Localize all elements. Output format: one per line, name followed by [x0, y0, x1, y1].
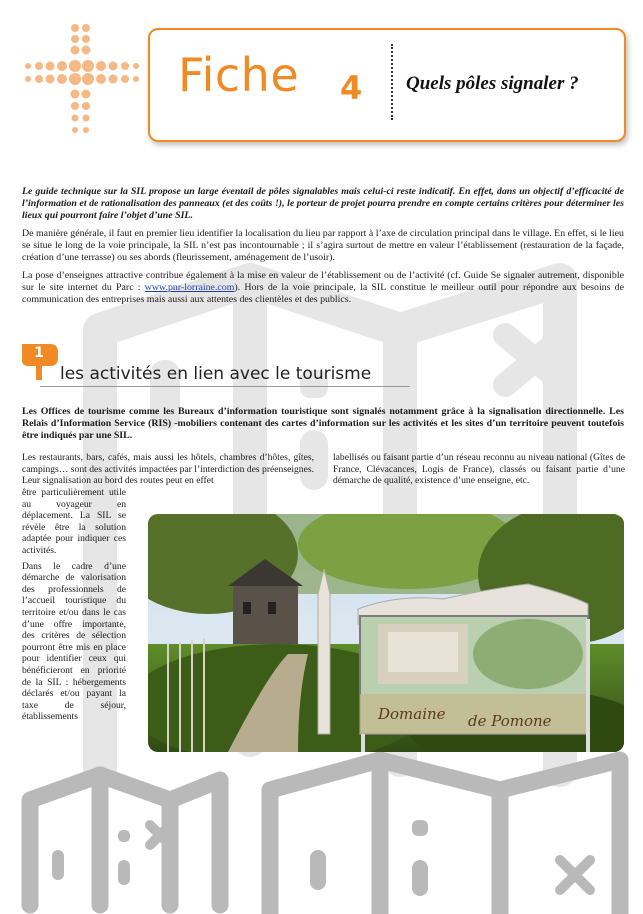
left-column-intro: Les restaurants, bars, cafés, mais aussi les hôtels, chambres d’hôtes, gîtes, campings… sont des activités impactées par l’interdiction des préenseignes. Leur signalisation au bord des routes peut en effet: [22, 452, 314, 487]
section-title: les activités en lien avec le tourisme: [60, 364, 372, 384]
sign-text-domaine: Domaine: [378, 705, 446, 723]
section-lead: Les Offices de tourisme comme les Bureaux d’information touristique sont signalés notamment grâce à la signalisation directionnelle. Les Relais d’Information Service (RIS) -mobiliers contenant des cartes d’information sur les activités et les sites d’un territoire peuvent toutefois être indiqués par une SIL.: [22, 406, 624, 441]
fiche-title: Fiche: [178, 48, 300, 102]
intro-paragraph-2: De manière générale, il faut en premier lieu identifier la localisation du lieu par rapport à l’axe de circulation principal dans le village. En effet, si le lieu se situe le long de la voie principale, la SIL n’est pas incontournable ; il s’agira surtout de mettre en valeur l’établissement (restauration de la façade, création d’une terrasse) ou ses abords (fleurissement, aménagement de l’usoir).: [22, 228, 624, 263]
section-underline: [40, 386, 410, 387]
domaine-sign-photo: [148, 514, 624, 752]
sign-text-pomone: de Pomone: [468, 712, 552, 730]
fiche-number: 4: [340, 69, 363, 107]
parc-website-link[interactable]: www.pnr-lorraine.com: [144, 282, 235, 293]
intro-text: [22, 186, 624, 312]
header-divider: [391, 44, 393, 120]
left-narrow-column: [22, 487, 126, 727]
section-number: 1: [34, 345, 44, 361]
left-narrow-paragraph-2: Dans le cadre d’une démarche de valorisation des professionnels de l’accueil touristique du territoire et/ou dans le cas d’une offre importante, des critères de sélection pourront être mis en place pour identifier ceux qui bénéficieront en priorité de la SIL : hébergements déclarés et/ou payant la taxe de séjour, établissements: [22, 560, 126, 723]
intro-paragraph-3: La pose d’enseignes attractive contribue également à la mise en valeur de l’établissement ou de l’activité (cf. Guide Se signaler autrement, disponible sur le site internet du Parc : www.pnr-lorraine.com). Hors de la voie principale, la SIL constitue le meilleur outil pour répondre aux besoins de communication des entreprises mais aussi aux attentes des clientèles et des publics.: [22, 270, 625, 305]
left-narrow-paragraph-1: être particulièrement utile au voyageur en déplacement. La SIL se révèle être la solution adaptée pour indiquer ces activités.: [22, 487, 126, 556]
intro-lead: Le guide technique sur la SIL propose un large éventail de pôles signalables mais celui-ci reste indicatif. En effet, dans un objectif d’efficacité de l’information et de rationalisation des panneaux (et des coûts !), le porteur de projet pourra prendre en compte certains critères pour déterminer les lieux qui pourront faire l’objet d’une SIL.: [22, 186, 624, 221]
header-question: Quels pôles signaler ?: [406, 73, 579, 94]
right-column-text: labellisés ou faisant partie d’un réseau reconnu au niveau national (Gîtes de France, Clévacances, Logis de France), classés ou faisant partie d’une démarche de qualité, existence d’une enseigne, etc.: [333, 452, 625, 487]
dot-cross-logo: [20, 22, 145, 142]
